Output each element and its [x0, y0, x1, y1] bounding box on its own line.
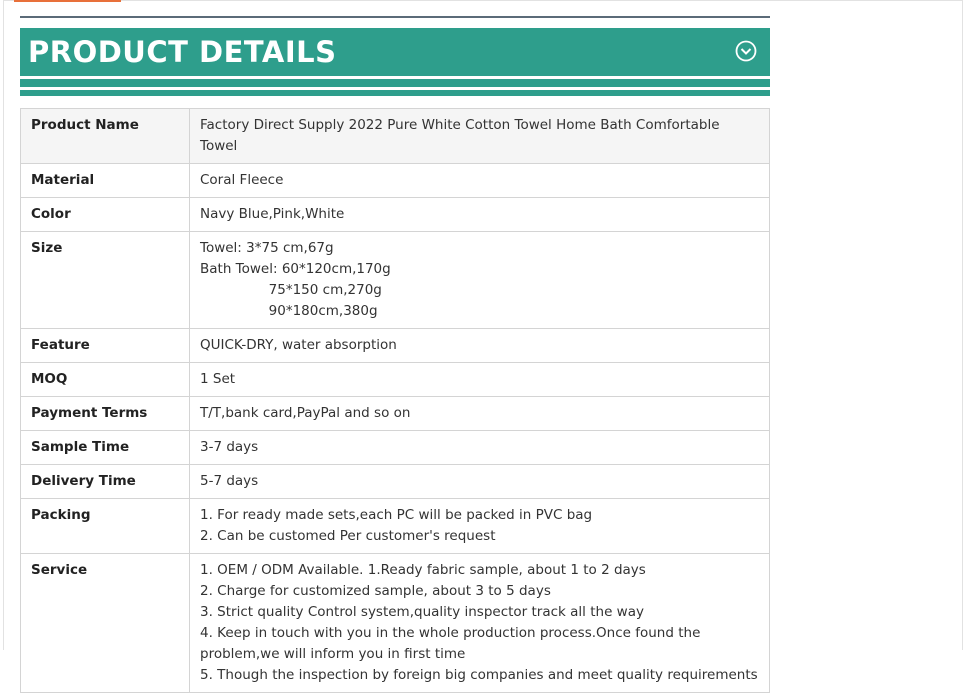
section-title: PRODUCT DETAILS [28, 35, 337, 69]
spec-value-line: 3-7 days [200, 439, 259, 455]
spec-value [190, 232, 770, 329]
spec-value-line: 4. Keep in touch with you in the whole production process.Once found the problem,we will inform you in first time [200, 625, 701, 662]
spec-label: MOQ [21, 363, 190, 397]
spec-value [190, 397, 770, 431]
spec-value [190, 198, 770, 232]
spec-label: Feature [21, 329, 190, 363]
spec-row [21, 329, 770, 363]
spec-value-line: Navy Blue,Pink,White [200, 206, 345, 222]
product-spec-table [20, 108, 770, 693]
spec-value [190, 431, 770, 465]
spec-value-line: 5. Though the inspection by foreign big companies and meet quality requirements [200, 667, 758, 683]
spec-label: Material [21, 164, 190, 198]
spec-value-line: 5-7 days [200, 473, 259, 489]
spec-value-line: 90*180cm,380g [200, 303, 378, 319]
spec-row [21, 431, 770, 465]
spec-row [21, 198, 770, 232]
spec-value-line: 3. Strict quality Control system,quality inspector track all the way [200, 604, 644, 620]
spec-value-line: QUICK-DRY, water absorption [200, 337, 397, 353]
spec-value-line: 75*150 cm,270g [200, 282, 382, 298]
spec-value-line: 2. Charge for customized sample, about 3 to 5 days [200, 583, 551, 599]
spec-label: Packing [21, 499, 190, 554]
spec-label: Product Name [21, 109, 190, 164]
spec-value [190, 109, 770, 164]
header-stripe [20, 79, 770, 87]
spec-value [190, 499, 770, 554]
spec-value [190, 363, 770, 397]
active-tab-indicator [14, 0, 121, 2]
spec-label: Size [21, 232, 190, 329]
chevron-down-circle-icon[interactable] [735, 40, 757, 62]
spec-value-line: Towel: 3*75 cm,67g [200, 240, 334, 256]
spec-row [21, 109, 770, 164]
spec-value-line: 2. Can be customed Per customer's request [200, 528, 496, 544]
spec-value [190, 164, 770, 198]
spec-label: Color [21, 198, 190, 232]
spec-label: Service [21, 554, 190, 693]
spec-row [21, 499, 770, 554]
spec-value [190, 329, 770, 363]
section-divider [20, 16, 770, 18]
header-stripe [20, 90, 770, 96]
spec-value-line: Bath Towel: 60*120cm,170g [200, 261, 391, 277]
spec-row [21, 465, 770, 499]
spec-value-line: 1. For ready made sets,each PC will be packed in PVC bag [200, 507, 593, 523]
spec-value-line: 1. OEM / ODM Available. 1.Ready fabric sample, about 1 to 2 days [200, 562, 646, 578]
spec-value-line: Factory Direct Supply 2022 Pure White Cotton Towel Home Bath Comfortable Towel [200, 117, 720, 154]
spec-row [21, 363, 770, 397]
product-details-header[interactable] [20, 28, 770, 76]
spec-label: Delivery Time [21, 465, 190, 499]
spec-row [21, 397, 770, 431]
spec-value [190, 554, 770, 693]
spec-label: Payment Terms [21, 397, 190, 431]
spec-row [21, 164, 770, 198]
spec-value-line: T/T,bank card,PayPal and so on [200, 405, 411, 421]
spec-row [21, 554, 770, 693]
spec-row [21, 232, 770, 329]
spec-label: Sample Time [21, 431, 190, 465]
spec-value-line: 1 Set [200, 371, 236, 387]
spec-value [190, 465, 770, 499]
spec-value-line: Coral Fleece [200, 172, 284, 188]
